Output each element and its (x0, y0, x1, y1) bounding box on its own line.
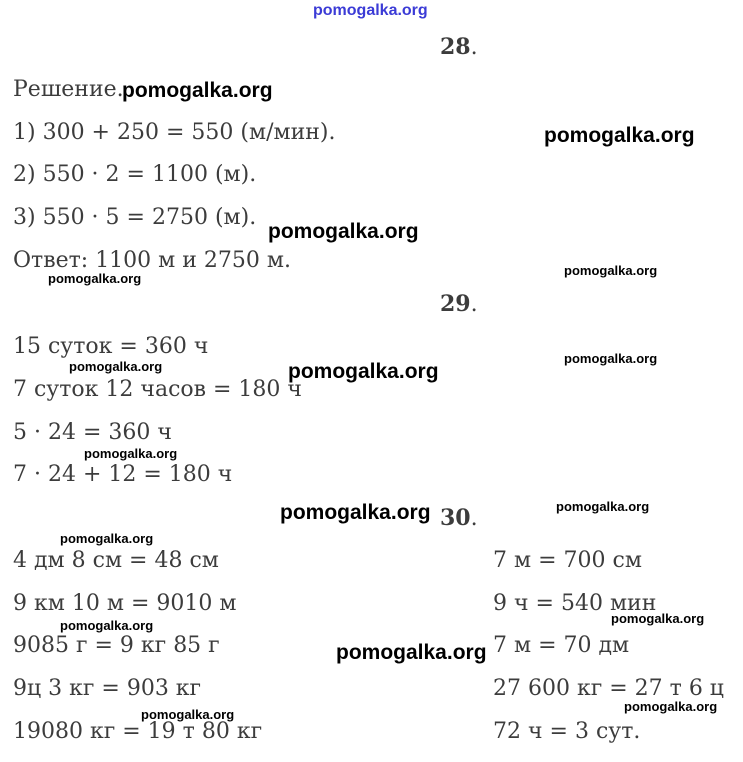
watermark: pomogalka.org (141, 707, 235, 722)
watermark: pomogalka.org (84, 446, 178, 461)
watermark: pomogalka.org (624, 699, 718, 714)
watermark: pomogalka.org (611, 611, 705, 626)
problem-number-text: 30 (440, 505, 471, 531)
problem-number-text: 28 (440, 34, 471, 60)
watermark: pomogalka.org (564, 263, 658, 278)
watermark: pomogalka.org (60, 531, 154, 546)
p30-right-2: 9 ч = 540 мин (493, 591, 657, 616)
watermark-top: pomogalka.org (313, 2, 428, 19)
p29-line-1: 15 суток = 360 ч (13, 334, 209, 359)
p28-line-4: 3) 550 · 5 = 2750 (м). (13, 205, 257, 230)
watermark: pomogalka.org (288, 360, 439, 383)
watermark: pomogalka.org (48, 271, 142, 286)
watermark: pomogalka.org (268, 220, 419, 243)
p30-right-4: 27 600 кг = 27 т 6 ц (493, 676, 724, 701)
watermark: pomogalka.org (60, 618, 154, 633)
watermark: pomogalka.org (280, 501, 431, 524)
watermark: pomogalka.org (556, 499, 650, 514)
p30-right-3: 7 м = 70 дм (493, 633, 630, 658)
p29-line-3: 5 · 24 = 360 ч (13, 420, 172, 445)
p28-line-2: 1) 300 + 250 = 550 (м/мин). (13, 120, 336, 145)
p30-right-1: 7 м = 700 см (493, 548, 642, 573)
p30-left-2: 9 км 10 м = 9010 м (13, 591, 237, 616)
p29-line-4: 7 · 24 + 12 = 180 ч (13, 462, 233, 487)
problem-29-number: 29. (440, 291, 478, 317)
watermark: pomogalka.org (122, 79, 273, 102)
p28-line-3: 2) 550 · 2 = 1100 (м). (13, 162, 257, 187)
p30-right-5: 72 ч = 3 сут. (493, 719, 641, 744)
problem-30-number: 30. (440, 505, 478, 531)
p30-left-3: 9085 г = 9 кг 85 г (13, 633, 220, 658)
p29-line-2: 7 суток 12 часов = 180 ч (13, 377, 302, 402)
p28-line-1: Решение. (13, 77, 124, 102)
p30-left-4: 9ц 3 кг = 903 кг (13, 676, 202, 701)
watermark: pomogalka.org (336, 641, 487, 664)
p28-line-5: Ответ: 1100 м и 2750 м. (13, 248, 292, 273)
p30-left-5: 19080 кг = 19 т 80 кг (13, 719, 263, 744)
problem-28-number: 28. (440, 34, 478, 60)
watermark: pomogalka.org (564, 351, 658, 366)
watermark: pomogalka.org (544, 124, 695, 147)
problem-number-text: 29 (440, 291, 471, 317)
watermark: pomogalka.org (69, 359, 163, 374)
p30-left-1: 4 дм 8 см = 48 см (13, 548, 219, 573)
